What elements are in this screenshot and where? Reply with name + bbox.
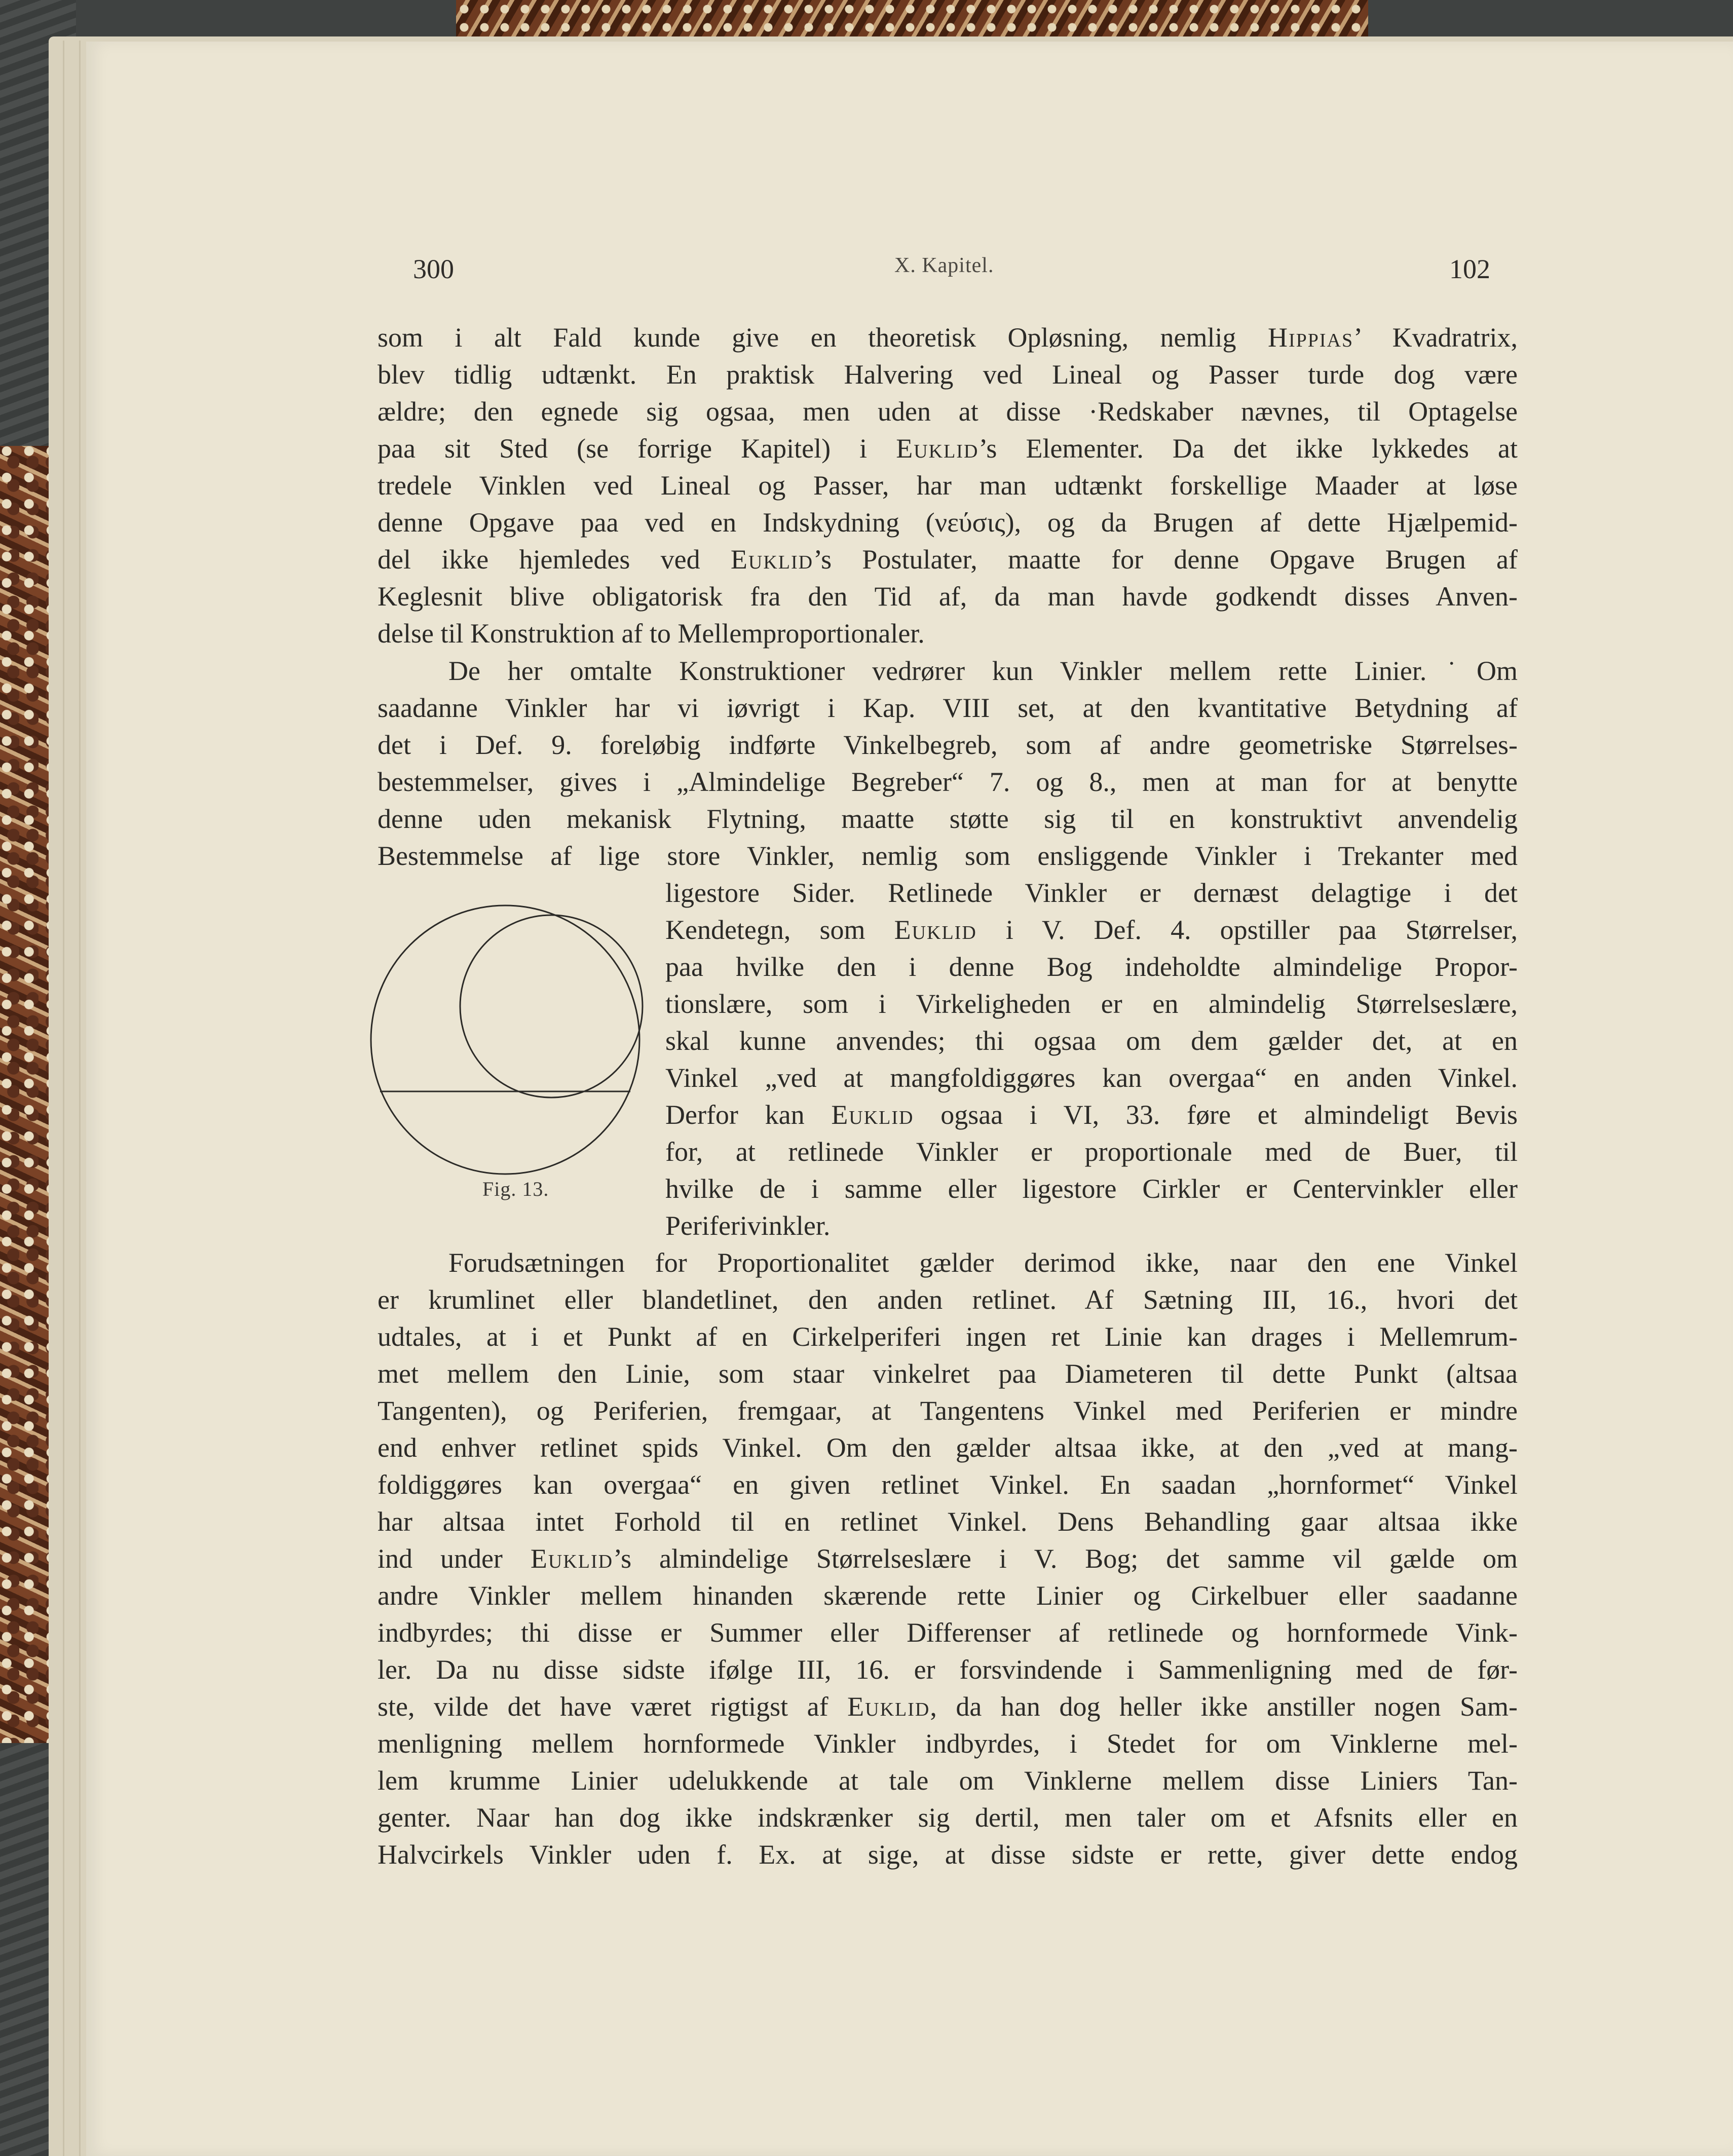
- text-line: Keglesnit blive obligatorisk fra den Tid af, da man havde godkendt disses Anven-: [378, 581, 1518, 612]
- outer-circle: [371, 905, 639, 1174]
- text-line: har altsaa intet Forhold til en retlinet Vinkel. Dens Behandling gaar altsaa ikke: [378, 1506, 1518, 1537]
- author-name-smallcaps: Euklid: [730, 544, 814, 575]
- paragraph-1: [378, 319, 1518, 652]
- text-line: er krumlinet eller blandetlinet, den anden retlinet. Af Sætning III, 16., hvori det: [378, 1284, 1518, 1315]
- text-line: Bestemmelse af lige store Vinkler, nemlig som ensliggende Vinkler i Trekanter med: [378, 841, 1518, 871]
- text-line: Halvcirkels Vinkler uden f. Ex. at sige, at disse sidste er rette, giver dette endog: [378, 1839, 1518, 1870]
- author-name-smallcaps: Hippias: [1267, 322, 1354, 353]
- figure-caption: Fig. 13.: [482, 1178, 549, 1200]
- text-line: end enhver retlinet spids Vinkel. Om den gælder altsaa ikke, at den „ved at mang-: [378, 1432, 1518, 1463]
- text-line: indbyrdes; thi disse er Summer eller Differenser af retlinede og hornformede Vink-: [378, 1617, 1518, 1648]
- text-line: Vinkel „ved at mangfoldiggøres kan overgaa“ en anden Vinkel.: [665, 1063, 1518, 1093]
- text-line: udtales, at i et Punkt af en Cirkelperiferi ingen ret Linie kan drages i Mellemrum-: [378, 1321, 1518, 1352]
- figure-13-circles: [366, 893, 665, 1187]
- text-line: Kendetegn, som Euklid i V. Def. 4. opstiller paa Størrelser,: [665, 915, 1518, 945]
- inner-circle: [460, 915, 643, 1098]
- text-line: genter. Naar han dog ikke indskrænker sig dertil, men taler om et Afsnits eller en: [378, 1802, 1518, 1833]
- text-line: ligestore Sider. Retlinede Vinkler er dernæst delagtige i det: [665, 878, 1518, 908]
- text-line: hvilke de i samme eller ligestore Cirkler er Centervinkler eller: [665, 1174, 1518, 1204]
- text-line: Forudsætningen for Proportionalitet gælder derimod ikke, naar den ene Vinkel: [448, 1247, 1518, 1278]
- text-line: denne uden mekanisk Flytning, maatte støtte sig til en konstruktivt anvendelig: [378, 804, 1518, 834]
- author-name-smallcaps: Euklid: [847, 1691, 930, 1722]
- paragraph-2-beside-figure: [665, 875, 1518, 1244]
- text-line: Tangenten), og Periferien, fremgaar, at Tangentens Vinkel med Periferien er mindre: [378, 1395, 1518, 1426]
- text-line: det i Def. 9. foreløbig indførte Vinkelbegreb, som af andre geometriske Størrelses-: [378, 730, 1518, 760]
- figure-13: [366, 893, 665, 1207]
- text-line: saadanne Vinkler har vi iøvrigt i Kap. VIII set, at den kvantitative Betydning af: [378, 693, 1518, 723]
- text-line: lem krumme Linier udelukkende at tale om Vinklerne mellem disse Liniers Tan-: [378, 1765, 1518, 1796]
- paragraph-3: [378, 1244, 1518, 1873]
- text-line: for, at retlinede Vinkler er proportionale med de Buer, til: [665, 1137, 1518, 1167]
- text-line: andre Vinkler mellem hinanden skærende rette Linier og Cirkelbuer eller saadanne: [378, 1580, 1518, 1611]
- running-head-chapter: X. Kapitel.: [894, 254, 994, 277]
- text-line: paa hvilke den i denne Bog indeholdte almindelige Propor-: [665, 952, 1518, 982]
- author-name-smallcaps: Euklid: [831, 1100, 914, 1130]
- text-line: Periferivinkler.: [665, 1211, 831, 1241]
- text-line: blev tidlig udtænkt. En praktisk Halvering ved Lineal og Passer turde dog være: [378, 359, 1518, 390]
- text-line: skal kunne anvendes; thi ogsaa om dem gælder det, at en: [665, 1026, 1518, 1056]
- author-name-smallcaps: Euklid: [896, 433, 979, 464]
- text-line: ste, vilde det have været rigtigst af Euklid, da han dog heller ikke anstiller nogen Sam-: [378, 1691, 1518, 1722]
- text-line: De her omtalte Konstruktioner vedrører kun Vinkler mellem rette Linier.˙Om: [448, 656, 1518, 686]
- text-line: denne Opgave paa ved en Indskydning (νεύσις), og da Brugen af dette Hjælpemid-: [378, 507, 1518, 538]
- page-number-right: 102: [1449, 254, 1490, 284]
- text-line: paa sit Sted (se forrige Kapitel) i Euklid’s Elementer. Da det ikke lykkedes at: [378, 433, 1518, 464]
- text-line: tredele Vinklen ved Lineal og Passer, har man udtænkt forskellige Maader at løse: [378, 470, 1518, 501]
- text-line: del ikke hjemledes ved Euklid’s Postulater, maatte for denne Opgave Brugen af: [378, 544, 1518, 575]
- marbled-endpaper-top: [456, 0, 1368, 41]
- page-number-left: 300: [413, 254, 454, 284]
- paragraph-2: [378, 653, 1518, 875]
- text-line: ældre; den egnede sig ogsaa, men uden at disse ·Redskaber nævnes, til Optagelse: [378, 396, 1518, 427]
- marbled-endpaper-left: [0, 446, 50, 1743]
- text-line: tionslære, som i Virkeligheden er en almindelig Størrelseslære,: [665, 989, 1518, 1019]
- author-name-smallcaps: Euklid: [530, 1543, 614, 1574]
- text-line: ind under Euklid’s almindelige Størrelseslære i V. Bog; det samme vil gælde om: [378, 1543, 1518, 1574]
- text-line: bestemmelser, gives i „Almindelige Begreber“ 7. og 8., men at man for at benytte: [378, 767, 1518, 797]
- author-name-smallcaps: Euklid: [894, 915, 977, 945]
- text-line: ler. Da nu disse sidste ifølge III, 16. er forsvindende i Sammenligning med de før-: [378, 1654, 1518, 1685]
- text-line: Derfor kan Euklid ogsaa i VI, 33. føre et almindeligt Bevis: [665, 1100, 1518, 1130]
- text-line: foldiggøres kan overgaa“ en given retlinet Vinkel. En saadan „hornformet“ Vinkel: [378, 1469, 1518, 1500]
- text-line: menligning mellem hornformede Vinkler indbyrdes, i Stedet for om Vinklerne mel-: [378, 1728, 1518, 1759]
- text-line: som i alt Fald kunde give en theoretisk Opløsning, nemlig Hippias’ Kvadratrix,: [378, 322, 1518, 353]
- text-line: delse til Konstruktion af to Mellemproportionaler.: [378, 618, 925, 649]
- text-line: met mellem den Linie, som staar vinkelret paa Diameteren til dette Punkt (altsaa: [378, 1358, 1518, 1389]
